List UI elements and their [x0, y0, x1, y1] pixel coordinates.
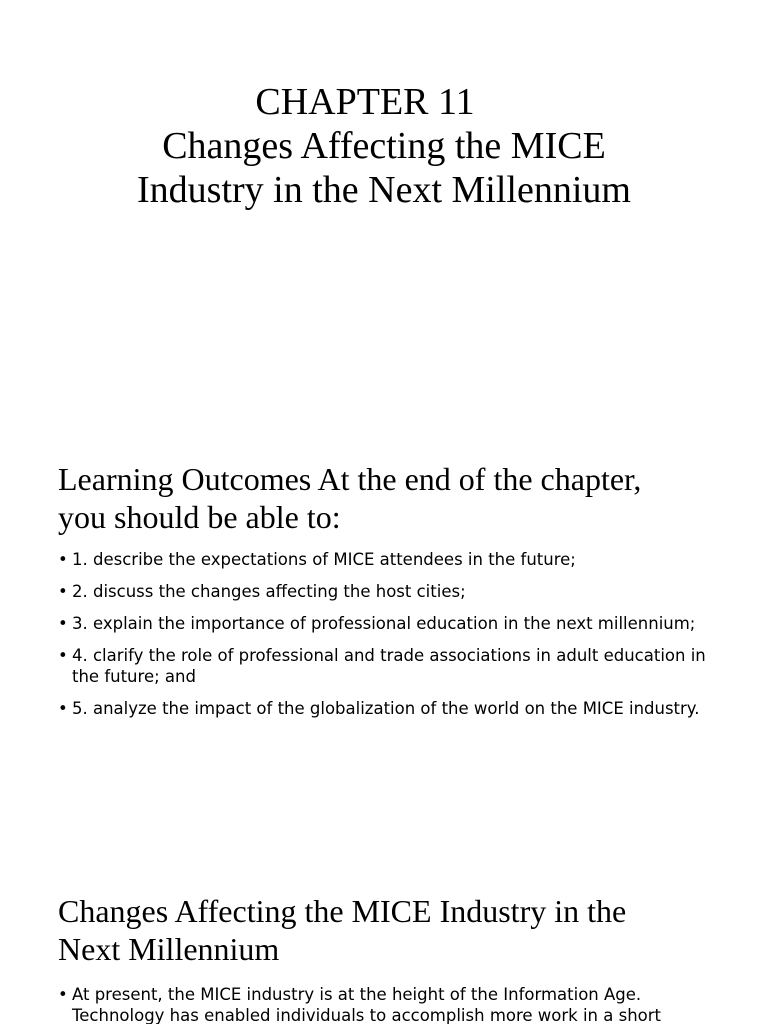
chapter-number: CHAPTER 11 — [255, 81, 475, 123]
list-item-text: 4. clarify the role of professional and trade associations in adult education in the future; and — [72, 646, 706, 686]
list-item — [58, 984, 718, 1024]
changes-heading — [58, 892, 738, 968]
bullet-icon: • — [58, 614, 68, 633]
slide-title — [0, 0, 768, 430]
chapter-title-line-2: Industry in the Next Millennium — [137, 169, 631, 211]
heading-line-1: Learning Outcomes At the end of the chapter, — [58, 461, 642, 497]
heading-line-1: Changes Affecting the MICE Industry in the — [58, 893, 627, 929]
bullet-icon: • — [58, 646, 68, 665]
slide-learning-outcomes — [0, 430, 768, 860]
list-item — [58, 698, 718, 719]
heading-line-2: you should be able to: — [58, 499, 341, 535]
bullet-icon: • — [58, 985, 68, 1004]
learning-outcomes-list — [58, 549, 718, 730]
heading-line-2: Next Millennium — [58, 931, 280, 967]
list-item-text: 3. explain the importance of professional education in the next millennium; — [72, 614, 696, 633]
bullet-icon: • — [58, 699, 68, 718]
bullet-icon: • — [58, 582, 68, 601]
list-item — [58, 645, 718, 687]
list-item-text: 5. analyze the impact of the globalization of the world on the MICE industry. — [72, 699, 700, 718]
bullet-icon: • — [58, 550, 68, 569]
list-item-text: 1. describe the expectations of MICE attendees in the future; — [72, 550, 576, 569]
chapter-title — [0, 80, 768, 212]
list-item-text: At present, the MICE industry is at the height of the Information Age. Technology has enabled individuals to accomplish more work in a short — [72, 985, 662, 1024]
list-item — [58, 581, 718, 602]
learning-outcomes-heading — [58, 460, 738, 536]
changes-list — [58, 984, 718, 1024]
list-item — [58, 613, 718, 634]
slide-changes-affecting — [0, 860, 768, 1024]
list-item-text: 2. discuss the changes affecting the host cities; — [72, 582, 466, 601]
list-item — [58, 549, 718, 570]
chapter-title-line-1: Changes Affecting the MICE — [162, 125, 606, 167]
